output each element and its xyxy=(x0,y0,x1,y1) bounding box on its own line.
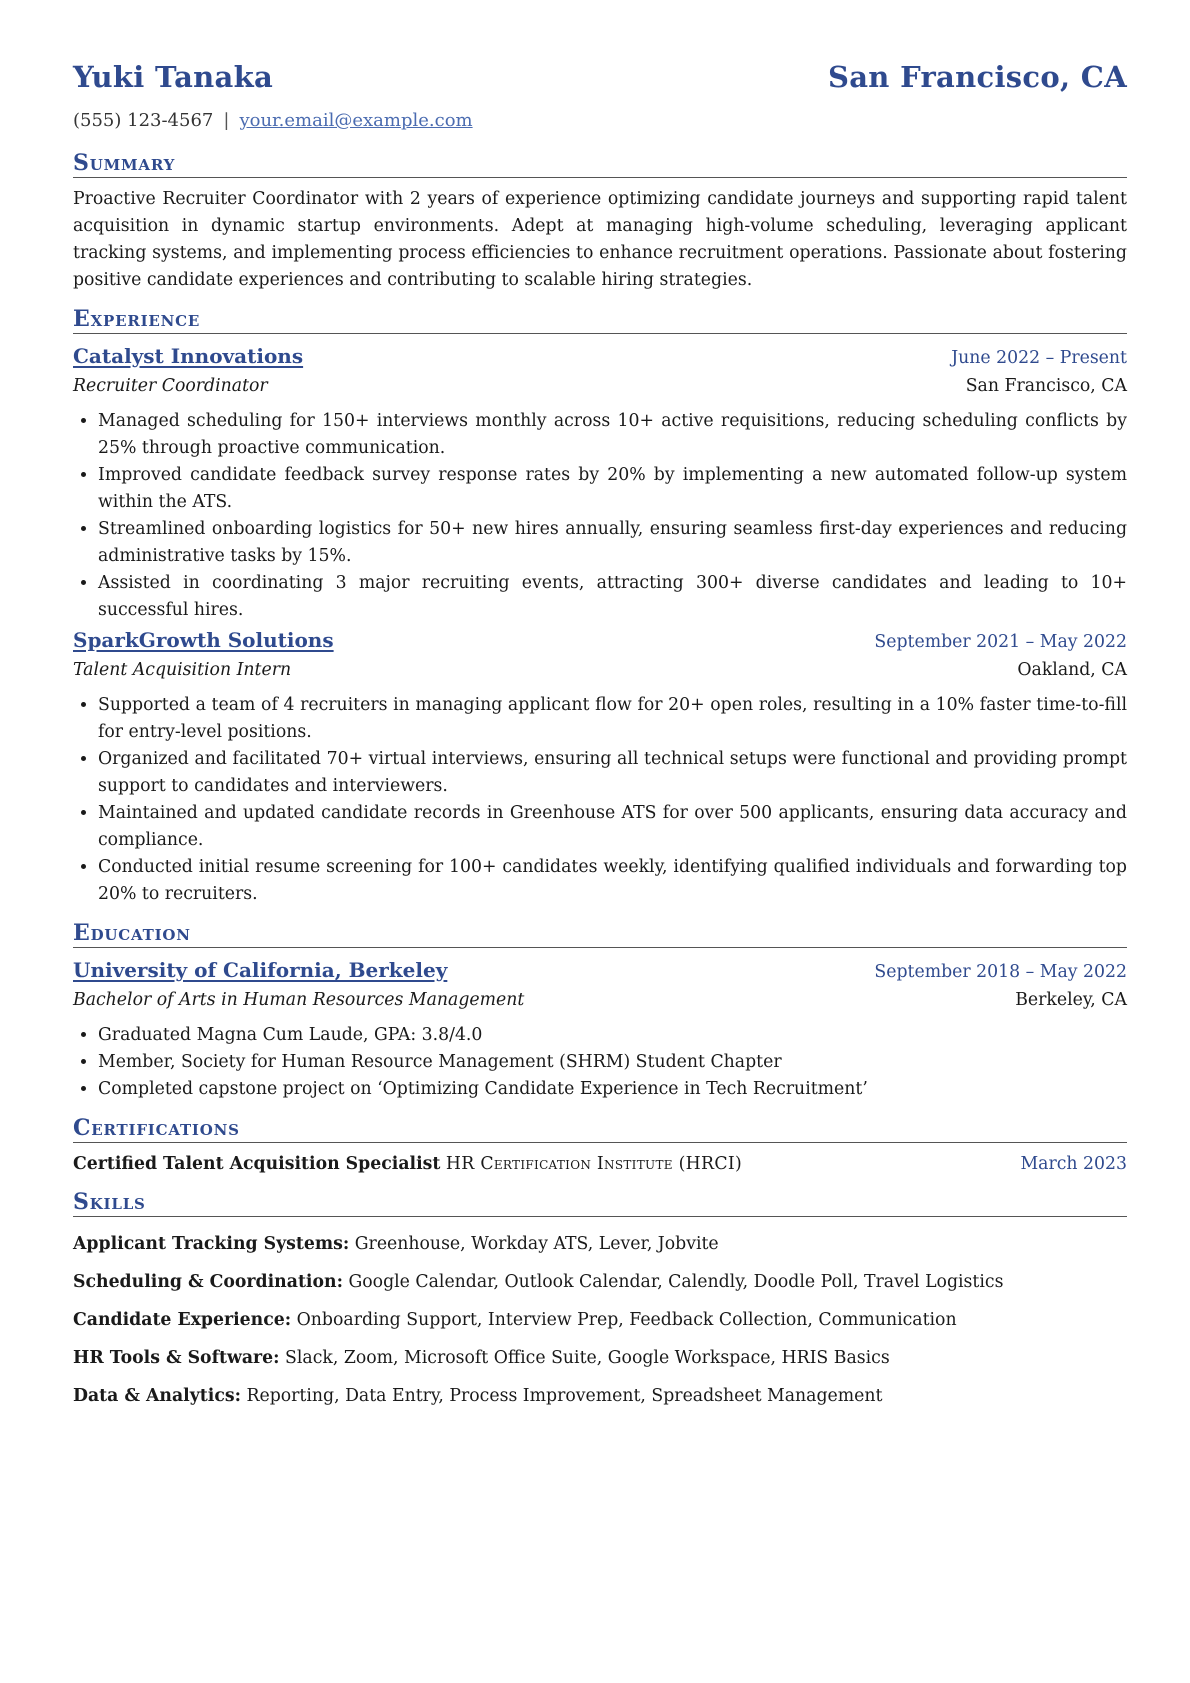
certification-name: Certified Talent Acquisition Specialist xyxy=(73,1154,441,1174)
certification-text xyxy=(73,1151,742,1177)
list-item: • Member, Society for Human Resource Management (SHRM) Student Chapter xyxy=(98,1049,1127,1076)
candidate-name: Yuki Tanaka xyxy=(73,60,274,94)
skill-row xyxy=(73,1301,1127,1339)
phone-number: (555) 123-4567 xyxy=(73,110,214,131)
section-title-summary: Summary xyxy=(73,150,1127,178)
list-item: • Managed scheduling for 150+ interviews monthly across 10+ active requisitions, reducing scheduling conflicts by 25% through proactive communication. xyxy=(98,408,1127,462)
experience-entry xyxy=(73,342,1127,624)
section-title-education: Education xyxy=(73,920,1127,948)
company-name[interactable]: SparkGrowth Solutions xyxy=(73,628,334,652)
skill-items: Slack, Zoom, Microsoft Office Suite, Google Workspace, HRIS Basics xyxy=(285,1348,890,1368)
list-item: • Improved candidate feedback survey response rates by 20% by implementing a new automated follow-up system within the ATS. xyxy=(98,462,1127,516)
skill-items: Greenhouse, Workday ATS, Lever, Jobvite xyxy=(354,1234,719,1254)
summary-text: Proactive Recruiter Coordinator with 2 years of experience optimizing candidate journeys and supporting rapid talent acquisition in dynamic startup environments. Adept at managing high-volume scheduling, leveraging applicant tracking systems, and implementing process efficiencies to enhance recruitment operations. Passionate about fostering positive candidate experiences and contributing to scalable hiring strategies. xyxy=(73,189,1127,290)
skill-row xyxy=(73,1263,1127,1301)
achievement-list xyxy=(73,692,1127,908)
entry-subheader xyxy=(73,656,1127,684)
skill-items: Onboarding Support, Interview Prep, Feedback Collection, Communication xyxy=(296,1310,957,1330)
resume-header xyxy=(73,60,1127,106)
skill-items: Google Calendar, Outlook Calendar, Calendly, Doodle Poll, Travel Logistics xyxy=(348,1272,1004,1292)
entry-header xyxy=(73,626,1127,656)
education-dates: September 2018 – May 2022 xyxy=(874,962,1127,982)
contact-line xyxy=(73,110,1127,138)
skill-category: Applicant Tracking Systems: xyxy=(73,1234,350,1254)
skill-category: HR Tools & Software: xyxy=(73,1348,280,1368)
skill-items: Reporting, Data Entry, Process Improvement, Spreadsheet Management xyxy=(246,1386,883,1406)
job-title: Recruiter Coordinator xyxy=(73,376,268,396)
contact-separator: | xyxy=(223,110,230,131)
entry-subheader xyxy=(73,372,1127,400)
resume-page xyxy=(73,60,1127,1415)
skill-row xyxy=(73,1377,1127,1415)
skill-category: Scheduling & Coordination: xyxy=(73,1272,343,1292)
certification-date: March 2023 xyxy=(1020,1154,1127,1174)
skill-category: Candidate Experience: xyxy=(73,1310,292,1330)
candidate-location: San Francisco, CA xyxy=(827,60,1127,94)
section-title-experience: Experience xyxy=(73,306,1127,334)
education-entry xyxy=(73,956,1127,1103)
skill-row xyxy=(73,1339,1127,1377)
achievement-list xyxy=(73,408,1127,624)
education-highlights xyxy=(73,1022,1127,1103)
skill-row xyxy=(73,1225,1127,1263)
entry-subheader xyxy=(73,986,1127,1014)
section-title-skills: Skills xyxy=(73,1189,1127,1217)
list-item: • Maintained and updated candidate records in Greenhouse ATS for over 500 applicants, ensuring data accuracy and compliance. xyxy=(98,800,1127,854)
entry-header xyxy=(73,342,1127,372)
skill-category: Data & Analytics: xyxy=(73,1386,241,1406)
degree-title: Bachelor of Arts in Human Resources Management xyxy=(73,990,525,1010)
entry-header xyxy=(73,956,1127,986)
school-location: Berkeley, CA xyxy=(1015,990,1127,1010)
list-item: • Streamlined onboarding logistics for 50+ new hires annually, ensuring seamless first-day experiences and reducing administrative tasks by 15%. xyxy=(98,516,1127,570)
job-title: Talent Acquisition Intern xyxy=(73,660,292,680)
certification-entry xyxy=(73,1151,1127,1177)
company-name[interactable]: Catalyst Innovations xyxy=(73,344,304,368)
employment-dates: June 2022 – Present xyxy=(951,348,1127,368)
list-item: • Assisted in coordinating 3 major recruiting events, attracting 300+ diverse candidates and leading to 10+ successful hires. xyxy=(98,570,1127,624)
list-item: • Graduated Magna Cum Laude, GPA: 3.8/4.0 xyxy=(98,1022,1127,1049)
school-name[interactable]: University of California, Berkeley xyxy=(73,958,448,982)
section-title-certifications: Certifications xyxy=(73,1115,1127,1143)
job-location: San Francisco, CA xyxy=(965,376,1127,396)
employment-dates: September 2021 – May 2022 xyxy=(874,632,1127,652)
certification-issuer: HR Certification Institute (HRCI) xyxy=(445,1154,743,1174)
email-link[interactable]: your.email@example.com xyxy=(239,110,473,131)
list-item: • Conducted initial resume screening for 100+ candidates weekly, identifying qualified individuals and forwarding top 20% to recruiters. xyxy=(98,854,1127,908)
job-location: Oakland, CA xyxy=(1017,660,1127,680)
list-item: • Supported a team of 4 recruiters in managing applicant flow for 20+ open roles, resulting in a 10% faster time-to-fill for entry-level positions. xyxy=(98,692,1127,746)
list-item: • Organized and facilitated 70+ virtual interviews, ensuring all technical setups were functional and providing prompt support to candidates and interviewers. xyxy=(98,746,1127,800)
list-item: • Completed capstone project on ‘Optimizing Candidate Experience in Tech Recruitment’ xyxy=(98,1076,1127,1103)
skills-list xyxy=(73,1225,1127,1415)
experience-entry xyxy=(73,626,1127,908)
